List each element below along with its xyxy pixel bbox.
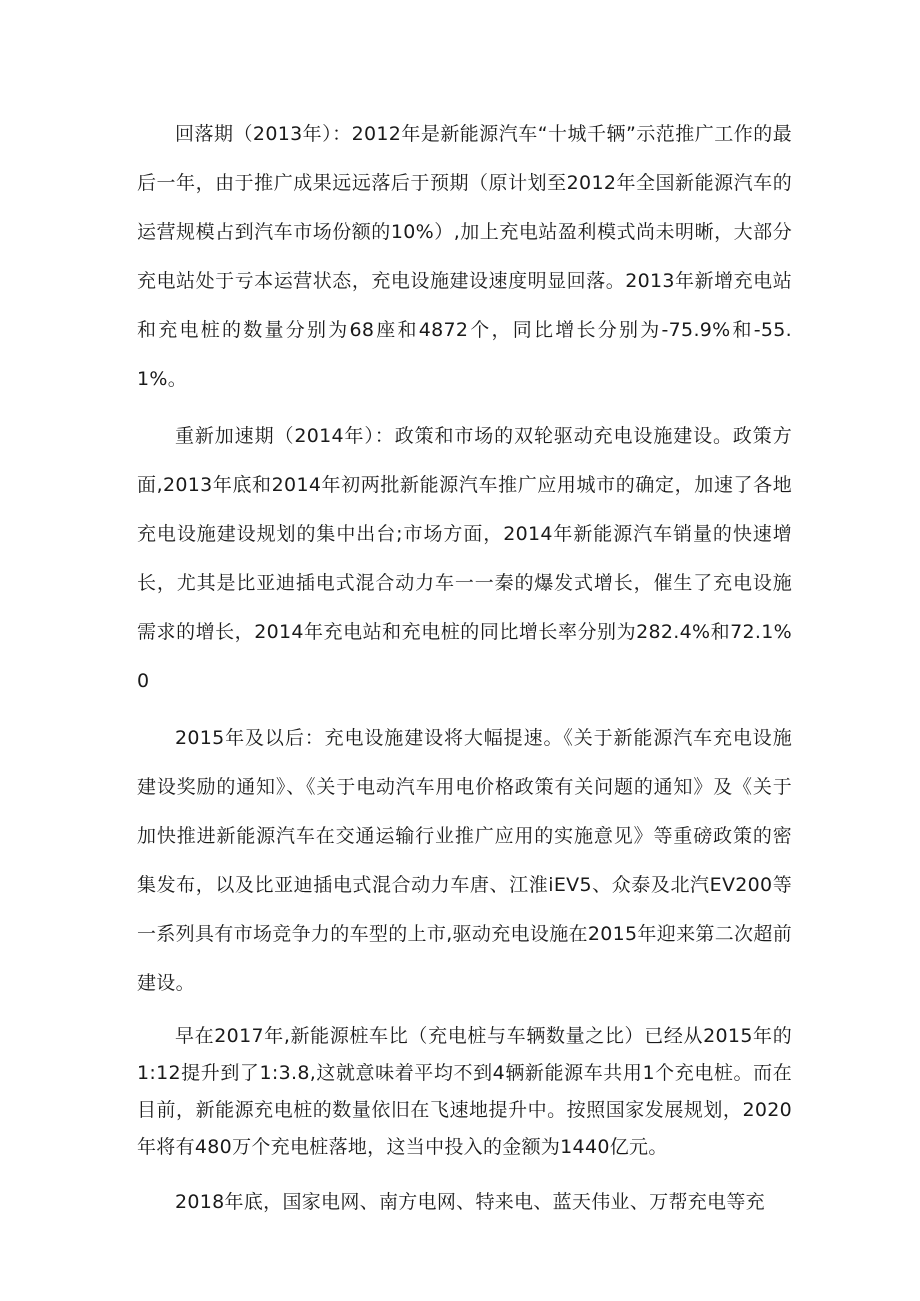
paragraph-2015-onward: 2015年及以后：充电设施建设将大幅提速。《关于新能源汽车充电设施建设奖励的通知》、《关于电动汽车用电价格政策有关问题的通知》及《关于加快推进新能源汽车在交通运输行业推广应用的实施意见》等重磅政策的密集发布，以及比亚迪插电式混合动力车唐、江淮iEV5、众泰及北汽EV200等一系列具有市场竞争力的车型的上市,驱动充电设施在2015年迎来第二次超前建设。 <box>137 727 792 994</box>
paragraph-2017-ratio: 早在2017年,新能源桩车比（充电桩与车辆数量之比）已经从2015年的1:12提升到了1:3.8,这就意味着平均不到4辆新能源车共用1个充电桩。而在目前，新能源充电桩的数量依旧在飞速地提升中。按照国家发展规划，2020年将有480万个充电桩落地，这当中投入的金额为1440亿元。 <box>137 1025 792 1158</box>
paragraph-decline-period: 回落期（2013年）：2012年是新能源汽车“十城千辆”示范推广工作的最后一年，由于推广成果远远落后于预期（原计划至2012年全国新能源汽车的运营规模占到汽车市场份额的10%）,加上充电站盈利模式尚未明晰，大部分充电站处于亏本运营状态，充电设施建设速度明显回落。2013年新增充电站和充电桩的数量分别为68座和4872个，同比增长分别为-75.9%和-55.1%。 <box>137 123 792 390</box>
document-page <box>137 110 792 1227</box>
paragraph-reacceleration-period: 重新加速期（2014年）：政策和市场的双轮驱动充电设施建设。政策方面,2013年底和2014年初两批新能源汽车推广应用城市的确定，加速了各地充电设施建设规划的集中出台;市场方面，2014年新能源汽车销量的快速增长，尤其是比亚迪插电式混合动力车一一秦的爆发式增长，催生了充电设施需求的增长，2014年充电站和充电桩的同比增长率分别为282.4%和72.1%0 <box>137 425 792 692</box>
paragraph-2018-operators: 2018年底，国家电网、南方电网、特来电、蓝天伟业、万帮充电等充 <box>175 1191 765 1213</box>
